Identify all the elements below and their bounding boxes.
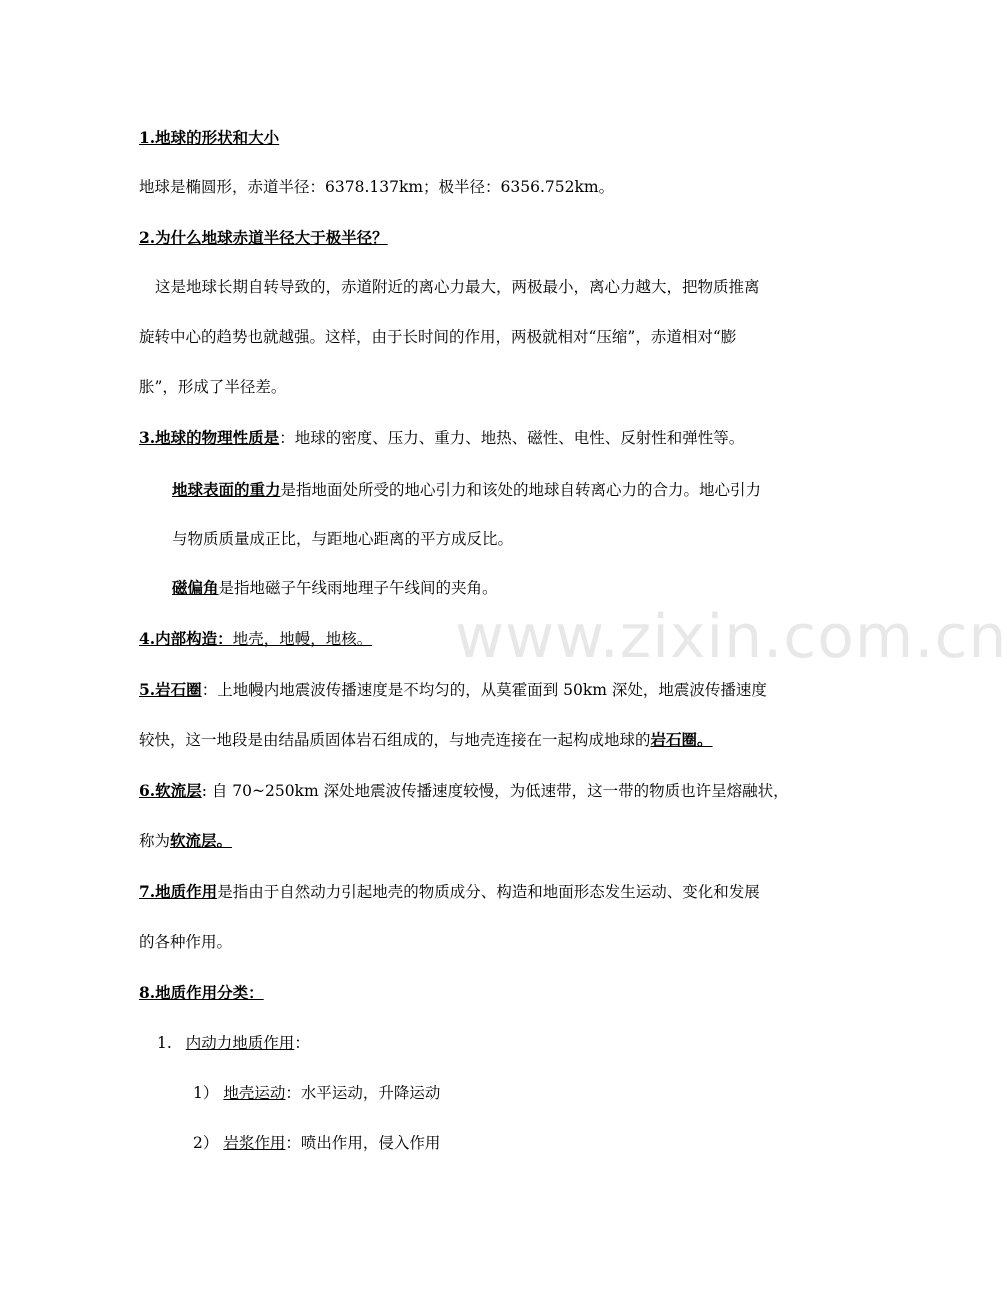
section-3-heading: 3.地球的物理性质是 [139,428,280,447]
list-item-1-label: 内动力地质作用 [185,1034,295,1052]
gravity-term: 地球表面的重力 [172,480,281,499]
sub-item-1: 1） 地壳运动：水平运动，升降运动 [193,1084,441,1102]
section-2-line-1: 这是地球长期自转导致的，赤道附近的离心力最大，两极最小，离心力越大，把物质推离 [155,278,760,296]
section-5-line-2: 较快，这一地段是由结晶质固体岩石组成的，与地壳连接在一起构成地球的岩石圈。 [139,730,713,749]
section-7-line-1: 7.地质作用是指由于自然动力引起地壳的物质成分、构造和地面形态发生运动、变化和发展 [139,882,760,901]
section-1-body: 地球是椭圆形，赤道半径：6378.137km；极半径：6356.752km。 [139,178,615,196]
section-3-line [139,428,744,448]
sub-item-2-number: 2） [193,1134,219,1152]
section-2-line-2: 旋转中心的趋势也就越强。这样，由于长时间的作用，两极就相对“压缩”，赤道相对“膨 [139,328,737,346]
section-4-body: 地壳，地幔，地核。 [232,630,373,648]
section-7-line-2: 的各种作用。 [139,933,233,951]
section-3-rest: ：地球的密度、压力、重力、地热、磁性、电性、反射性和弹性等。 [279,429,745,447]
section-7-heading: 7.地质作用 [139,882,218,901]
section-6-term: 软流层。 [170,831,233,850]
section-5-term: 岩石圈。 [650,730,713,749]
list-item-1: 1. 内动力地质作用： [157,1034,310,1052]
section-6-heading: 6.软流层 [139,781,202,800]
gravity-line-1: 地球表面的重力是指地面处所受的地心引力和该处的地球自转离心力的合力。地心引力 [172,480,762,499]
declination-term: 磁偏角 [172,578,219,597]
sub-item-2: 2） 岩浆作用：喷出作用，侵入作用 [193,1134,441,1152]
section-2-line-3: 胀”，形成了半径差。 [139,378,287,396]
gravity-line-2: 与物质质量成正比，与距地心距离的平方成反比。 [172,530,514,548]
section-2-heading: 2.为什么地球赤道半径大于极半径？ [139,228,388,247]
section-5-line-1: 5.岩石圈：上地幔内地震波传播速度是不均匀的，从莫霍面到 50km 深处，地震波传播速度 [139,680,767,699]
section-5-heading: 5.岩石圈 [139,680,202,699]
section-4-line [139,629,372,649]
sub-item-1-label: 地壳运动 [223,1084,286,1102]
section-8-heading: 8.地质作用分类： [139,983,264,1002]
section-6-line-2: 称为软流层。 [139,831,233,850]
sub-item-2-label: 岩浆作用 [223,1134,286,1152]
list-item-1-number: 1. [157,1034,172,1052]
declination-line: 磁偏角是指地磁子午线雨地理子午线间的夹角。 [172,578,498,597]
watermark: www.zixin.com.cn [455,602,1007,672]
section-1-heading: 1.地球的形状和大小 [139,128,280,147]
sub-item-1-number: 1） [193,1084,219,1102]
section-4-heading: 4.内部构造： [139,629,233,648]
section-6-line-1: 6.软流层: 自 70~250km 深处地震波传播速度较慢，为低速带，这一带的物质也许呈熔融状， [139,781,789,800]
